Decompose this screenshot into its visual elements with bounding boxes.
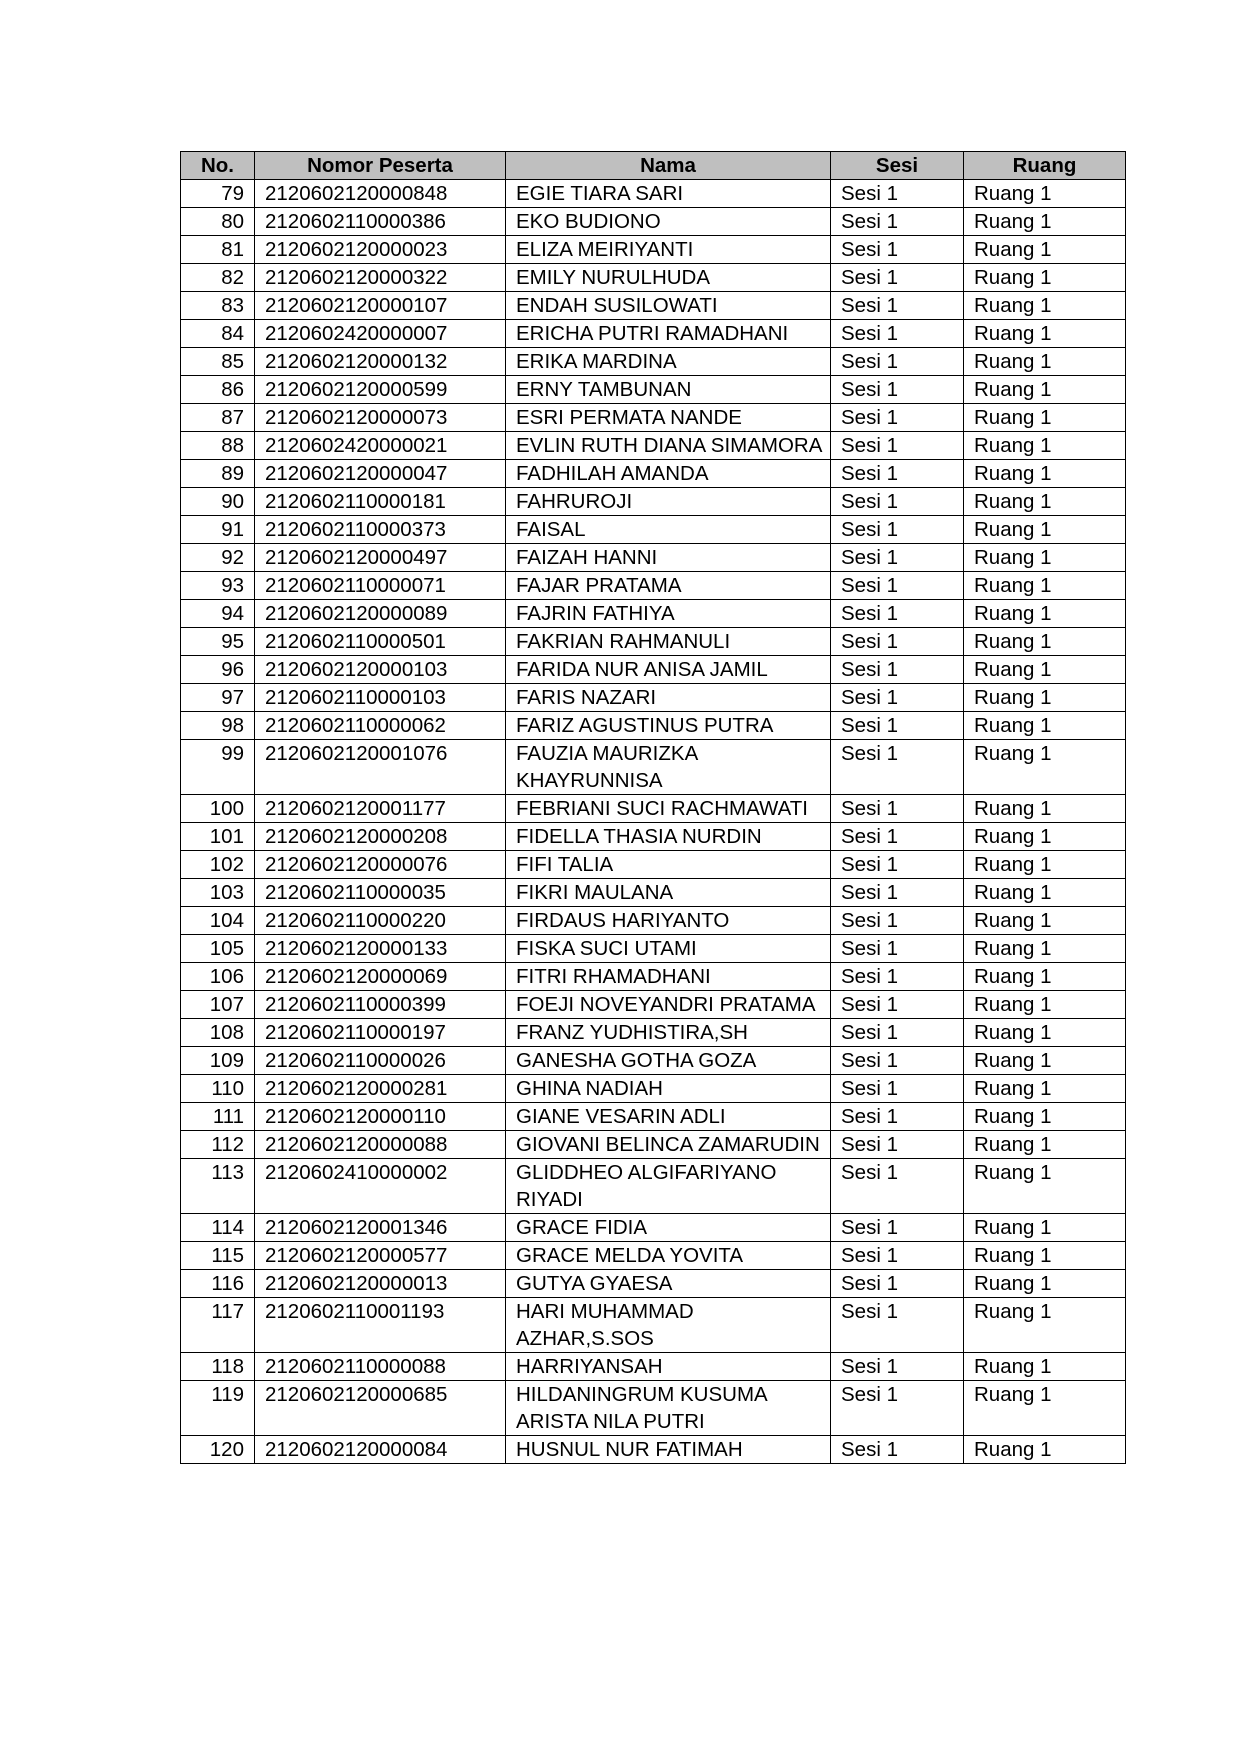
cell-ruang: Ruang 1 (964, 432, 1126, 460)
cell-sesi: Sesi 1 (831, 264, 964, 292)
cell-ruang: Ruang 1 (964, 348, 1126, 376)
cell-ruang: Ruang 1 (964, 907, 1126, 935)
cell-sesi: Sesi 1 (831, 600, 964, 628)
cell-no: 87 (181, 404, 255, 432)
cell-no: 96 (181, 656, 255, 684)
cell-ruang: Ruang 1 (964, 991, 1126, 1019)
cell-nama: FIRDAUS HARIYANTO (506, 907, 831, 935)
cell-nama: FAIZAH HANNI (506, 544, 831, 572)
cell-no: 103 (181, 879, 255, 907)
cell-nomor-peserta: 2120602120000023 (255, 236, 506, 264)
cell-nama: HARRIYANSAH (506, 1353, 831, 1381)
cell-nomor-peserta: 2120602120001177 (255, 795, 506, 823)
cell-no: 115 (181, 1242, 255, 1270)
cell-nama: EVLIN RUTH DIANA SIMAMORA (506, 432, 831, 460)
cell-sesi: Sesi 1 (831, 1103, 964, 1131)
cell-no: 80 (181, 208, 255, 236)
cell-no: 120 (181, 1436, 255, 1464)
cell-nomor-peserta: 2120602120000497 (255, 544, 506, 572)
cell-nama: EGIE TIARA SARI (506, 180, 831, 208)
table-row (181, 320, 1126, 348)
cell-nama: GIANE VESARIN ADLI (506, 1103, 831, 1131)
cell-sesi: Sesi 1 (831, 1047, 964, 1075)
table-row (181, 348, 1126, 376)
cell-no: 106 (181, 963, 255, 991)
cell-nama: GIOVANI BELINCA ZAMARUDIN (506, 1131, 831, 1159)
cell-nama: EMILY NURULHUDA (506, 264, 831, 292)
cell-no: 112 (181, 1131, 255, 1159)
cell-nama: FEBRIANI SUCI RACHMAWATI (506, 795, 831, 823)
cell-sesi: Sesi 1 (831, 180, 964, 208)
cell-ruang: Ruang 1 (964, 712, 1126, 740)
cell-no: 111 (181, 1103, 255, 1131)
cell-ruang: Ruang 1 (964, 795, 1126, 823)
cell-nomor-peserta: 2120602120000084 (255, 1436, 506, 1464)
cell-ruang: Ruang 1 (964, 1353, 1126, 1381)
table-row (181, 1047, 1126, 1075)
cell-sesi: Sesi 1 (831, 376, 964, 404)
table-row (181, 712, 1126, 740)
cell-nama: FITRI RHAMADHANI (506, 963, 831, 991)
table-row (181, 208, 1126, 236)
cell-nomor-peserta: 2120602110000062 (255, 712, 506, 740)
cell-ruang: Ruang 1 (964, 516, 1126, 544)
cell-nama: ERICHA PUTRI RAMADHANI (506, 320, 831, 348)
cell-ruang: Ruang 1 (964, 963, 1126, 991)
cell-sesi: Sesi 1 (831, 991, 964, 1019)
cell-sesi: Sesi 1 (831, 544, 964, 572)
cell-nomor-peserta: 2120602110000035 (255, 879, 506, 907)
cell-sesi: Sesi 1 (831, 1298, 964, 1353)
cell-sesi: Sesi 1 (831, 1019, 964, 1047)
cell-nomor-peserta: 2120602110000220 (255, 907, 506, 935)
cell-no: 118 (181, 1353, 255, 1381)
cell-ruang: Ruang 1 (964, 208, 1126, 236)
cell-no: 91 (181, 516, 255, 544)
cell-nomor-peserta: 2120602110000026 (255, 1047, 506, 1075)
cell-nomor-peserta: 2120602120000076 (255, 851, 506, 879)
cell-sesi: Sesi 1 (831, 1159, 964, 1214)
table-row (181, 1103, 1126, 1131)
cell-sesi: Sesi 1 (831, 712, 964, 740)
cell-sesi: Sesi 1 (831, 1242, 964, 1270)
cell-no: 99 (181, 740, 255, 795)
header-ruang: Ruang (964, 152, 1126, 180)
cell-nama: HARI MUHAMMAD AZHAR,S.SOS (506, 1298, 831, 1353)
cell-ruang: Ruang 1 (964, 1242, 1126, 1270)
cell-nomor-peserta: 2120602120000133 (255, 935, 506, 963)
cell-no: 79 (181, 180, 255, 208)
cell-no: 81 (181, 236, 255, 264)
cell-nama: GHINA NADIAH (506, 1075, 831, 1103)
cell-nama: FAKRIAN RAHMANULI (506, 628, 831, 656)
cell-no: 107 (181, 991, 255, 1019)
cell-nomor-peserta: 2120602110000088 (255, 1353, 506, 1381)
cell-nama: GRACE FIDIA (506, 1214, 831, 1242)
table-row (181, 516, 1126, 544)
cell-nomor-peserta: 2120602120000073 (255, 404, 506, 432)
cell-nomor-peserta: 2120602120000599 (255, 376, 506, 404)
cell-nomor-peserta: 2120602120000208 (255, 823, 506, 851)
cell-sesi: Sesi 1 (831, 907, 964, 935)
table-row (181, 572, 1126, 600)
cell-nama: FIDELLA THASIA NURDIN (506, 823, 831, 851)
cell-no: 113 (181, 1159, 255, 1214)
cell-ruang: Ruang 1 (964, 1131, 1126, 1159)
cell-sesi: Sesi 1 (831, 795, 964, 823)
cell-nama: FRANZ YUDHISTIRA,SH (506, 1019, 831, 1047)
table-row (181, 656, 1126, 684)
cell-nomor-peserta: 2120602110000501 (255, 628, 506, 656)
cell-nomor-peserta: 2120602120000110 (255, 1103, 506, 1131)
table-row (181, 1381, 1126, 1436)
cell-nama: FARIS NAZARI (506, 684, 831, 712)
cell-nomor-peserta: 2120602110000181 (255, 488, 506, 516)
cell-sesi: Sesi 1 (831, 432, 964, 460)
cell-ruang: Ruang 1 (964, 1381, 1126, 1436)
cell-ruang: Ruang 1 (964, 404, 1126, 432)
table-body (181, 180, 1126, 1464)
table-row (181, 963, 1126, 991)
table-row (181, 823, 1126, 851)
cell-nama: FAJRIN FATHIYA (506, 600, 831, 628)
cell-nomor-peserta: 2120602120000088 (255, 1131, 506, 1159)
cell-ruang: Ruang 1 (964, 1214, 1126, 1242)
cell-ruang: Ruang 1 (964, 656, 1126, 684)
cell-sesi: Sesi 1 (831, 1436, 964, 1464)
table-row (181, 292, 1126, 320)
table-row (181, 488, 1126, 516)
table-row (181, 1075, 1126, 1103)
cell-sesi: Sesi 1 (831, 823, 964, 851)
cell-no: 110 (181, 1075, 255, 1103)
cell-nama: FISKA SUCI UTAMI (506, 935, 831, 963)
cell-ruang: Ruang 1 (964, 684, 1126, 712)
cell-no: 105 (181, 935, 255, 963)
cell-no: 89 (181, 460, 255, 488)
cell-nomor-peserta: 2120602420000007 (255, 320, 506, 348)
table-row (181, 460, 1126, 488)
cell-ruang: Ruang 1 (964, 740, 1126, 795)
cell-no: 116 (181, 1270, 255, 1298)
participant-table (180, 151, 1126, 1464)
cell-ruang: Ruang 1 (964, 823, 1126, 851)
cell-nomor-peserta: 2120602120001346 (255, 1214, 506, 1242)
cell-nama: FAJAR PRATAMA (506, 572, 831, 600)
table-row (181, 935, 1126, 963)
table-row (181, 851, 1126, 879)
table-row (181, 1131, 1126, 1159)
cell-sesi: Sesi 1 (831, 1131, 964, 1159)
cell-sesi: Sesi 1 (831, 628, 964, 656)
cell-no: 108 (181, 1019, 255, 1047)
cell-nama: FARIDA NUR ANISA JAMIL (506, 656, 831, 684)
cell-ruang: Ruang 1 (964, 879, 1126, 907)
table-row (181, 376, 1126, 404)
cell-ruang: Ruang 1 (964, 1075, 1126, 1103)
cell-nama: ELIZA MEIRIYANTI (506, 236, 831, 264)
cell-sesi: Sesi 1 (831, 572, 964, 600)
cell-ruang: Ruang 1 (964, 460, 1126, 488)
table-row (181, 991, 1126, 1019)
table-row (181, 1436, 1126, 1464)
cell-ruang: Ruang 1 (964, 488, 1126, 516)
cell-nomor-peserta: 2120602110000071 (255, 572, 506, 600)
table-row (181, 684, 1126, 712)
cell-no: 88 (181, 432, 255, 460)
cell-nama: FOEJI NOVEYANDRI PRATAMA (506, 991, 831, 1019)
table-row (181, 628, 1126, 656)
cell-sesi: Sesi 1 (831, 404, 964, 432)
cell-no: 95 (181, 628, 255, 656)
cell-sesi: Sesi 1 (831, 879, 964, 907)
cell-no: 101 (181, 823, 255, 851)
cell-ruang: Ruang 1 (964, 320, 1126, 348)
cell-no: 86 (181, 376, 255, 404)
cell-no: 94 (181, 600, 255, 628)
cell-ruang: Ruang 1 (964, 264, 1126, 292)
table-row (181, 180, 1126, 208)
cell-sesi: Sesi 1 (831, 1270, 964, 1298)
table-row (181, 907, 1126, 935)
cell-nama: FAHRUROJI (506, 488, 831, 516)
table-row (181, 544, 1126, 572)
cell-nomor-peserta: 2120602110001193 (255, 1298, 506, 1353)
cell-no: 100 (181, 795, 255, 823)
cell-ruang: Ruang 1 (964, 1103, 1126, 1131)
cell-nama: GLIDDHEO ALGIFARIYANO RIYADI (506, 1159, 831, 1214)
cell-nama: HILDANINGRUM KUSUMA ARISTA NILA PUTRI (506, 1381, 831, 1436)
cell-ruang: Ruang 1 (964, 236, 1126, 264)
cell-nama: FIFI TALIA (506, 851, 831, 879)
cell-sesi: Sesi 1 (831, 684, 964, 712)
cell-nomor-peserta: 2120602110000373 (255, 516, 506, 544)
cell-ruang: Ruang 1 (964, 1047, 1126, 1075)
table-row (181, 236, 1126, 264)
cell-nomor-peserta: 2120602120000848 (255, 180, 506, 208)
cell-nomor-peserta: 2120602110000399 (255, 991, 506, 1019)
table-row (181, 879, 1126, 907)
cell-sesi: Sesi 1 (831, 1214, 964, 1242)
cell-no: 82 (181, 264, 255, 292)
cell-nomor-peserta: 2120602420000021 (255, 432, 506, 460)
table-row (181, 740, 1126, 795)
table-row (181, 432, 1126, 460)
cell-ruang: Ruang 1 (964, 1159, 1126, 1214)
cell-nama: FIKRI MAULANA (506, 879, 831, 907)
cell-sesi: Sesi 1 (831, 236, 964, 264)
table-row (181, 1270, 1126, 1298)
cell-nomor-peserta: 2120602120000103 (255, 656, 506, 684)
cell-nomor-peserta: 2120602120000047 (255, 460, 506, 488)
cell-no: 104 (181, 907, 255, 935)
cell-ruang: Ruang 1 (964, 628, 1126, 656)
cell-no: 97 (181, 684, 255, 712)
cell-ruang: Ruang 1 (964, 600, 1126, 628)
cell-nama: GUTYA GYAESA (506, 1270, 831, 1298)
cell-ruang: Ruang 1 (964, 292, 1126, 320)
cell-no: 83 (181, 292, 255, 320)
cell-nama: HUSNUL NUR FATIMAH (506, 1436, 831, 1464)
cell-nama: FADHILAH AMANDA (506, 460, 831, 488)
cell-nama: FAISAL (506, 516, 831, 544)
cell-nomor-peserta: 2120602120000107 (255, 292, 506, 320)
cell-nomor-peserta: 2120602120000685 (255, 1381, 506, 1436)
header-sesi: Sesi (831, 152, 964, 180)
cell-ruang: Ruang 1 (964, 544, 1126, 572)
cell-nama: EKO BUDIONO (506, 208, 831, 236)
cell-no: 114 (181, 1214, 255, 1242)
cell-ruang: Ruang 1 (964, 1270, 1126, 1298)
cell-sesi: Sesi 1 (831, 1353, 964, 1381)
cell-sesi: Sesi 1 (831, 656, 964, 684)
cell-nama: GRACE MELDA YOVITA (506, 1242, 831, 1270)
cell-no: 90 (181, 488, 255, 516)
cell-nomor-peserta: 2120602120001076 (255, 740, 506, 795)
table-row (181, 404, 1126, 432)
cell-sesi: Sesi 1 (831, 516, 964, 544)
cell-no: 117 (181, 1298, 255, 1353)
table-row (181, 1353, 1126, 1381)
cell-no: 84 (181, 320, 255, 348)
cell-nomor-peserta: 2120602110000386 (255, 208, 506, 236)
table-row (181, 264, 1126, 292)
cell-nama: FAUZIA MAURIZKA KHAYRUNNISA (506, 740, 831, 795)
cell-nama: ERNY TAMBUNAN (506, 376, 831, 404)
cell-nomor-peserta: 2120602120000069 (255, 963, 506, 991)
cell-sesi: Sesi 1 (831, 292, 964, 320)
cell-nomor-peserta: 2120602120000089 (255, 600, 506, 628)
cell-nomor-peserta: 2120602110000197 (255, 1019, 506, 1047)
cell-no: 102 (181, 851, 255, 879)
cell-sesi: Sesi 1 (831, 320, 964, 348)
cell-ruang: Ruang 1 (964, 851, 1126, 879)
cell-sesi: Sesi 1 (831, 208, 964, 236)
table-row (181, 1242, 1126, 1270)
cell-no: 109 (181, 1047, 255, 1075)
table-header-row (181, 152, 1126, 180)
cell-no: 93 (181, 572, 255, 600)
cell-ruang: Ruang 1 (964, 1436, 1126, 1464)
cell-ruang: Ruang 1 (964, 572, 1126, 600)
cell-ruang: Ruang 1 (964, 1298, 1126, 1353)
cell-ruang: Ruang 1 (964, 376, 1126, 404)
cell-nomor-peserta: 2120602120000013 (255, 1270, 506, 1298)
cell-nomor-peserta: 2120602120000281 (255, 1075, 506, 1103)
header-nama: Nama (506, 152, 831, 180)
table-row (181, 1019, 1126, 1047)
cell-nomor-peserta: 2120602120000322 (255, 264, 506, 292)
cell-sesi: Sesi 1 (831, 740, 964, 795)
cell-nama: FARIZ AGUSTINUS PUTRA (506, 712, 831, 740)
cell-no: 119 (181, 1381, 255, 1436)
cell-no: 85 (181, 348, 255, 376)
cell-no: 92 (181, 544, 255, 572)
cell-sesi: Sesi 1 (831, 935, 964, 963)
cell-sesi: Sesi 1 (831, 488, 964, 516)
cell-ruang: Ruang 1 (964, 935, 1126, 963)
cell-sesi: Sesi 1 (831, 1381, 964, 1436)
cell-nomor-peserta: 2120602110000103 (255, 684, 506, 712)
cell-ruang: Ruang 1 (964, 180, 1126, 208)
cell-nama: ESRI PERMATA NANDE (506, 404, 831, 432)
cell-no: 98 (181, 712, 255, 740)
cell-sesi: Sesi 1 (831, 851, 964, 879)
cell-sesi: Sesi 1 (831, 1075, 964, 1103)
cell-nama: ENDAH SUSILOWATI (506, 292, 831, 320)
cell-sesi: Sesi 1 (831, 963, 964, 991)
table-row (181, 795, 1126, 823)
table-row (181, 1214, 1126, 1242)
table-row (181, 600, 1126, 628)
table-row (181, 1159, 1126, 1214)
cell-sesi: Sesi 1 (831, 348, 964, 376)
cell-ruang: Ruang 1 (964, 1019, 1126, 1047)
cell-nomor-peserta: 2120602120000132 (255, 348, 506, 376)
table-row (181, 1298, 1126, 1353)
cell-nomor-peserta: 2120602120000577 (255, 1242, 506, 1270)
cell-sesi: Sesi 1 (831, 460, 964, 488)
cell-nama: ERIKA MARDINA (506, 348, 831, 376)
header-nomor-peserta: Nomor Peserta (255, 152, 506, 180)
cell-nomor-peserta: 2120602410000002 (255, 1159, 506, 1214)
header-no: No. (181, 152, 255, 180)
cell-nama: GANESHA GOTHA GOZA (506, 1047, 831, 1075)
